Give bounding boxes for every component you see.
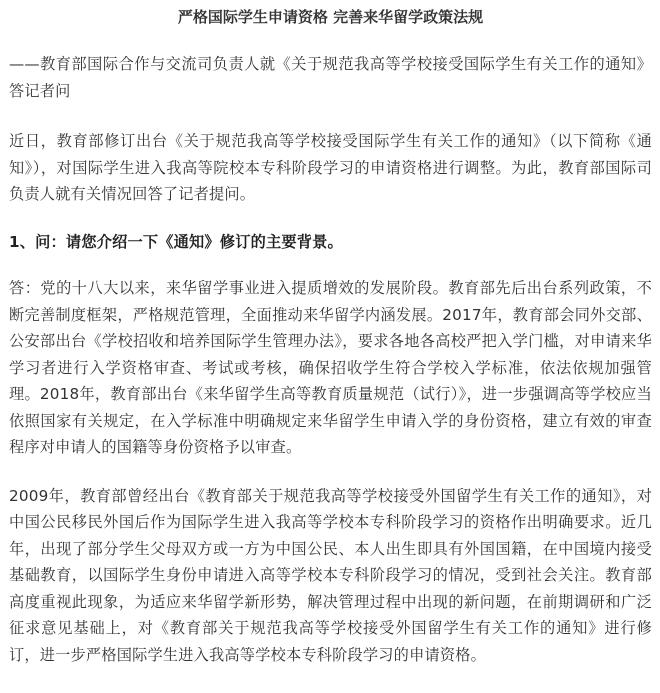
article-title: 严格国际学生申请资格 完善来华留学政策法规	[177, 8, 484, 26]
background-paragraph: 2009年，教育部曾经出台《教育部关于规范我高等学校接受外国留学生有关工作的通知》，对中国公民移民外国后作为国际学生进入我高等学校本专科阶段学习的资格作出明确要求。近几年，出现了部分学生父母双方或一方为中国公民、本人出生即具有外国国籍，在中国境内接受基础教育，以国际学生身份申请进入高等学校本专科阶段学习的情况，受到社会关注。教育部高度重视此现象，为适应来华留学新形势，解决管理过程中出现的新问题，在前期调研和广泛征求意见基础上，对《教育部关于规范我高等学校接受外国留学生有关工作的通知》进行修订，进一步严格国际学生进入我高等学校本专科阶段学习的申请资格。	[9, 486, 652, 664]
intro-paragraph: 近日，教育部修订出台《关于规范我高等学校接受国际学生有关工作的通知》（以下简称《通知》），对国际学生进入我高等院校本专科阶段学习的申请资格进行调整。为此，教育部国际司负责人就有关情况回答了记者提问。	[9, 132, 652, 203]
article-subtitle: ——教育部国际合作与交流司负责人就《关于规范我高等学校接受国际学生有关工作的通知》答记者问	[9, 55, 652, 100]
answer-paragraph: 答：党的十八大以来，来华留学事业进入提质增效的发展阶段。教育部先后出台系列政策，不断完善制度框架，严格规范管理，全面推动来华留学内涵发展。2017年，教育部会同外交部、公安部出台《学校招收和培养国际学生管理办法》，要求各地各高校严把入学门槛，对申请来华学习者进行入学资格审查、考试或考核，确保招收学生符合学校入学标准，依法依规加强管理。2018年，教育部出台《来华留学生高等教育质量规范（试行）》，进一步强调高等学校应当依照国家有关规定，在入学标准中明确规定来华留学生申请入学的身份资格，建立有效的审查程序对申请人的国籍等身份资格予以审查。	[9, 279, 652, 456]
question-heading: 1、问：请您介绍一下《通知》修订的主要背景。	[9, 232, 343, 251]
